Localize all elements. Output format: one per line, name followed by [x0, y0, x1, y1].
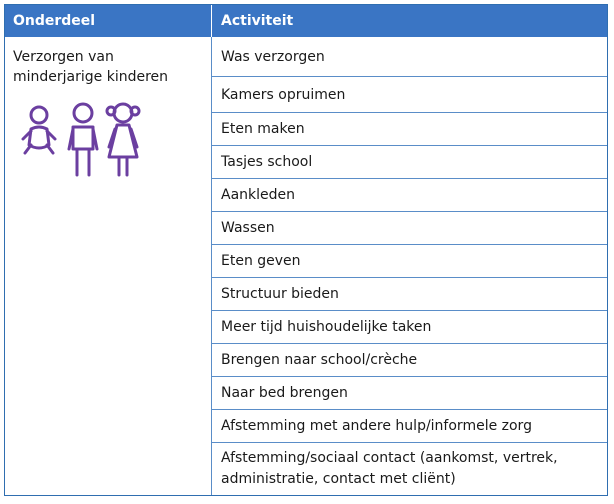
section-cell — [5, 37, 212, 495]
activity-row: Aankleden — [212, 178, 607, 211]
activity-row: Wassen — [212, 211, 607, 244]
activity-row: Was verzorgen — [221, 48, 325, 65]
children-icon — [19, 101, 149, 181]
activity-row: Tasjes school — [212, 145, 607, 178]
activity-row: Structuur bieden — [212, 277, 607, 310]
activities-column — [212, 37, 607, 495]
activity-row: Afstemming/sociaal contact (aankomst, vertrek, administratie, contact met cliënt) — [212, 442, 607, 495]
activity-row: Eten geven — [212, 244, 607, 277]
activity-row: Meer tijd huishoudelijke taken — [212, 310, 607, 343]
column-header-onderdeel: Onderdeel — [5, 5, 212, 37]
activity-row: Eten maken — [212, 112, 607, 145]
activity-table — [4, 4, 608, 496]
activity-row: Afstemming met andere hulp/informele zorg — [212, 409, 607, 442]
activity-row: Naar bed brengen — [212, 376, 607, 409]
activity-row: Kamers opruimen — [212, 76, 607, 112]
section-title: Verzorgen van minderjarige kinderen — [13, 49, 169, 85]
column-header-activiteit: Activiteit — [212, 5, 607, 37]
activity-row: Brengen naar school/crèche — [212, 343, 607, 376]
